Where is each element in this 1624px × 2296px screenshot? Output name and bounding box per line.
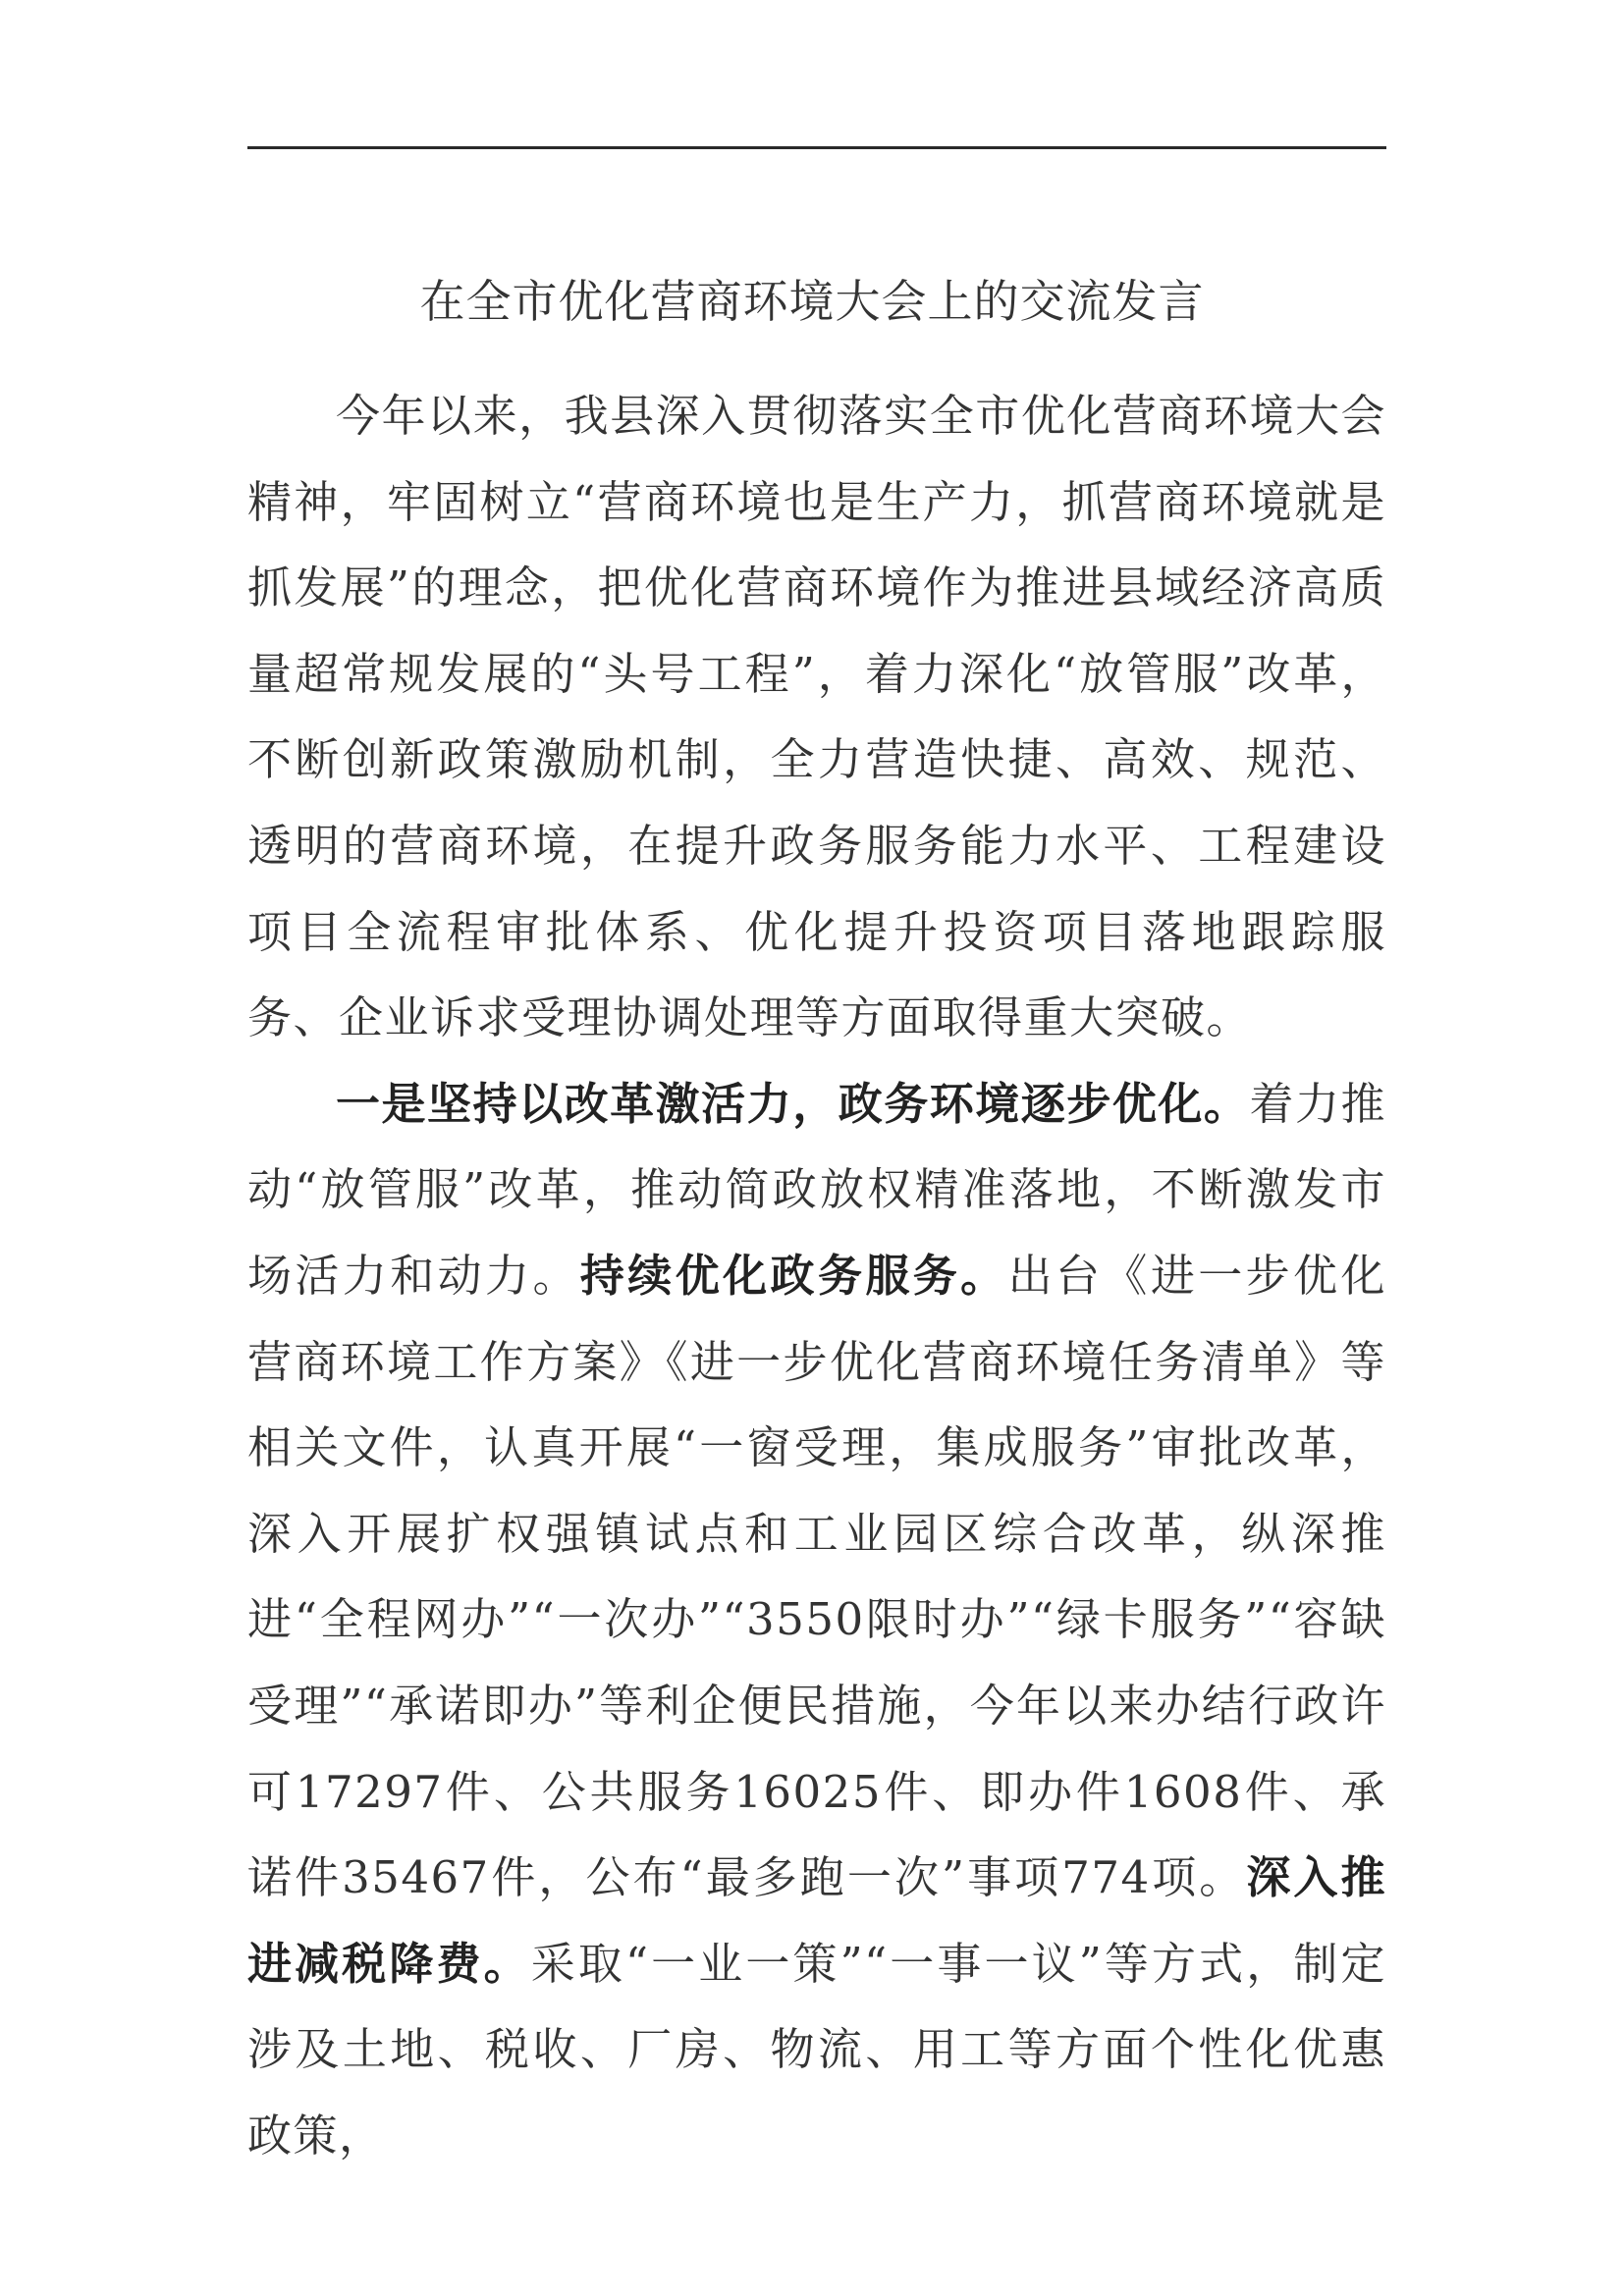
section-one-text: 着力推动“放管服”改革，推动简政放权精准落地，不断激发市场活力和动力。: [247, 1077, 1386, 1302]
intro-paragraph: 今年以来，我县深入贯彻落实全市优化营商环境大会精神，牢固树立“营商环境也是生产力，抓营商环境就是抓发展”的理念，把优化营商环境作为推进县域经济高质量超常规发展的“头号工程”，着力深化“放管服”改革，不断创新政策激励机制，全力营造快捷、高效、规范、透明的营商环境，在提升政务服务能力水平、工程建设项目全流程审批体系、优化提升投资项目落地跟踪服务、企业诉求受理协调处理等方面取得重大突破。: [247, 390, 1386, 1044]
government-service-heading: 持续优化政务服务。: [579, 1249, 1008, 1302]
document-title: 在全市优化营商环境大会上的交流发言: [419, 275, 1205, 328]
tax-reduction-text: 采取“一业一策”“一事一议”等方式，制定涉及土地、税收、厂房、物流、用工等方面个性化优惠政策，: [247, 1937, 1386, 2162]
header-rule: [247, 146, 1386, 149]
tax-reduction-heading: 深入推进减税降费。: [247, 1851, 1386, 1990]
section-one-paragraph: [247, 1061, 1386, 2179]
section-one-heading: 一是坚持以改革激活力，政务环境逐步优化。: [336, 1077, 1250, 1130]
document-body: [247, 373, 1386, 2178]
government-service-text: 出台《进一步优化营商环境工作方案》《进一步优化营商环境任务清单》等相关文件，认真开展“一窗受理，集成服务”审批改革，深入开展扩权强镇试点和工业园区综合改革，纵深推进“全程网办”“一次办”“3550限时办”“绿卡服务”“容缺受理”“承诺即办”等利企便民措施，今年以来办结行政许可17297件、公共服务16025件、即办件1608件、承诺件35467件，公布“最多跑一次”事项774项。: [247, 1249, 1386, 1904]
